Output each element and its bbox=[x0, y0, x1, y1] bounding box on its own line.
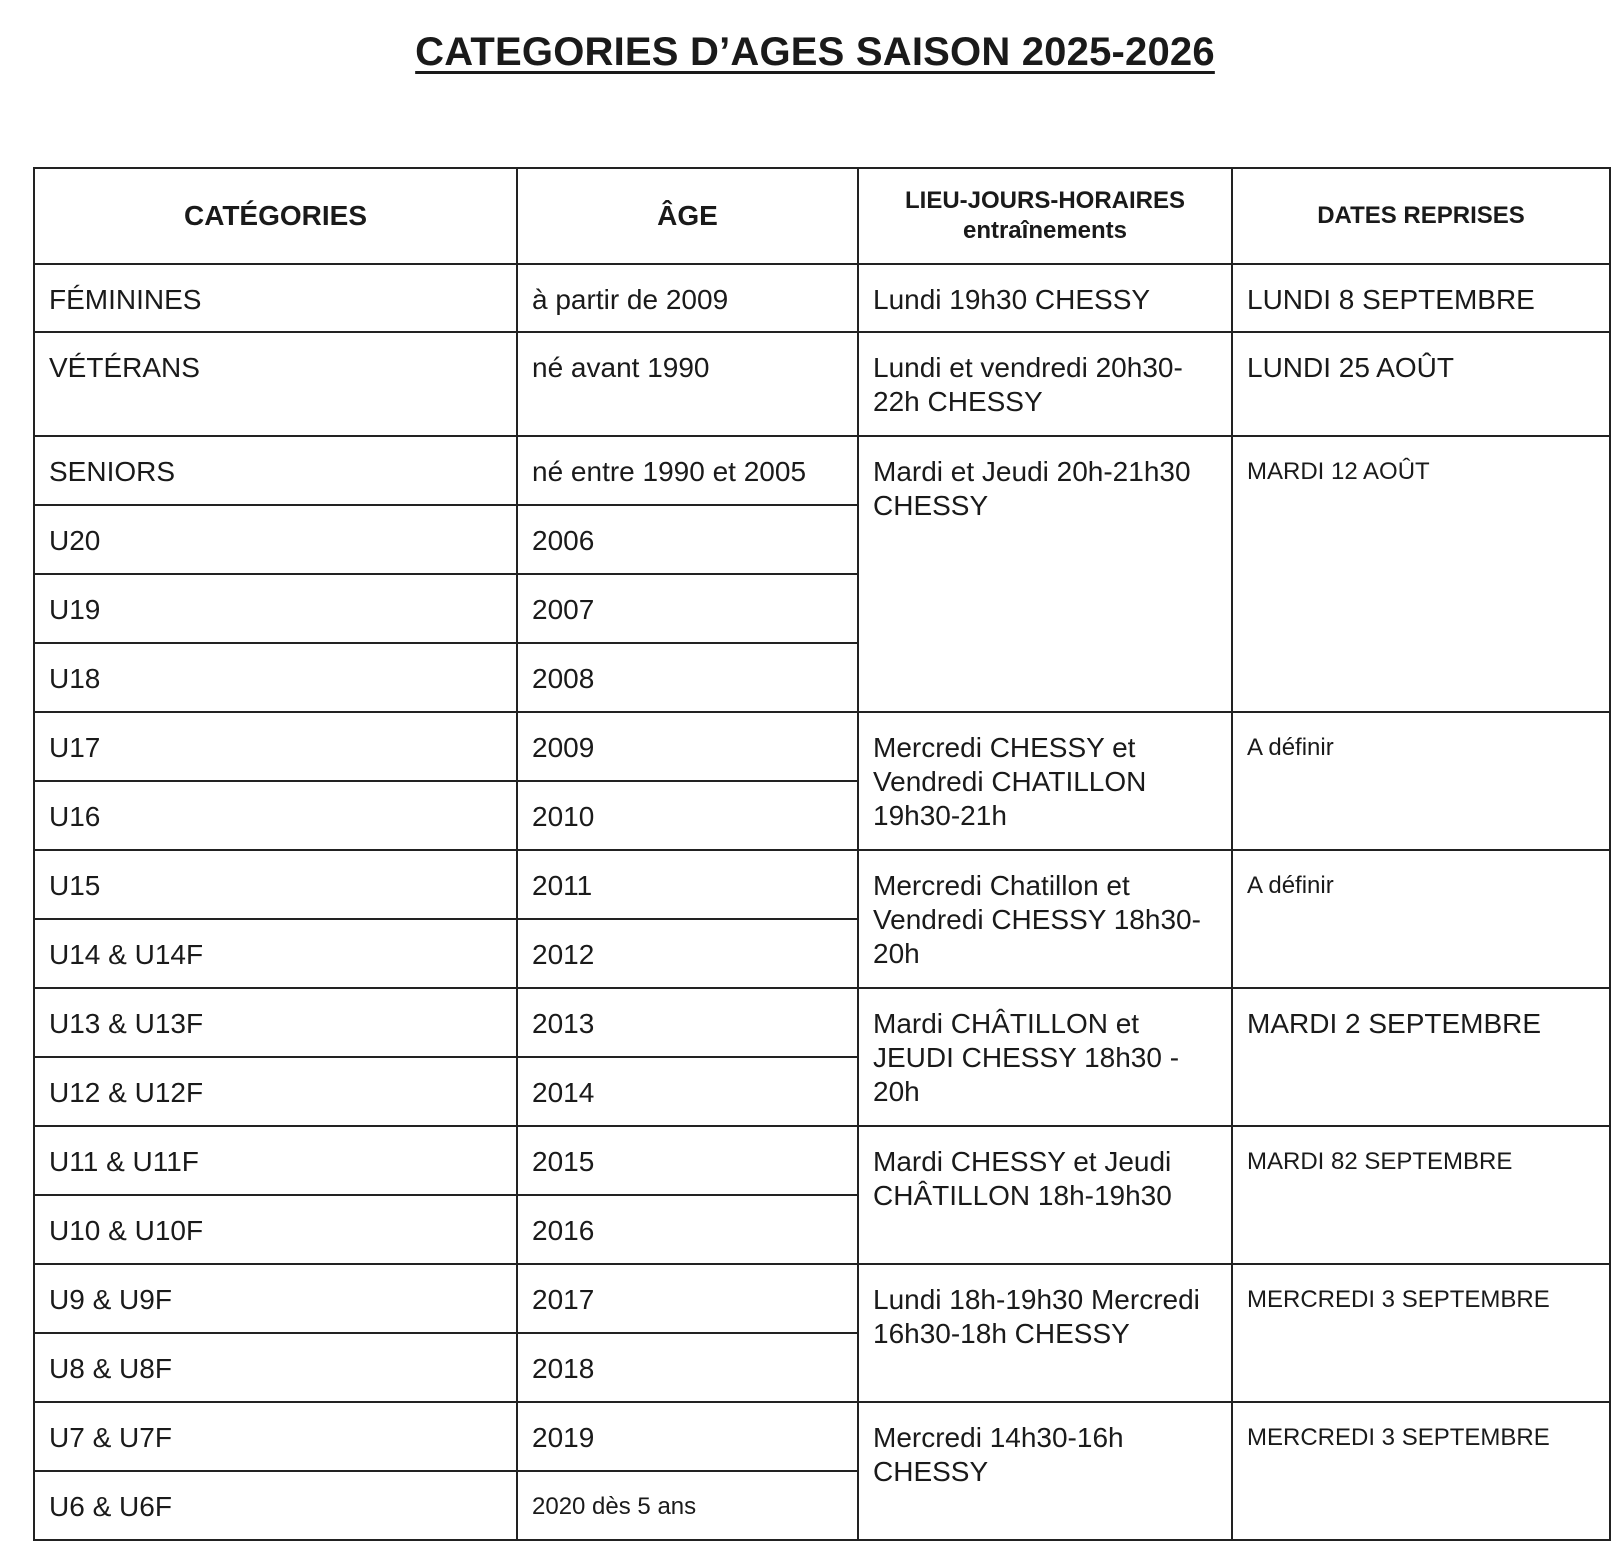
age-cell: 2012 bbox=[517, 919, 858, 988]
category-cell: U17 bbox=[34, 712, 517, 781]
header-lieu-jours-horaires bbox=[858, 168, 1232, 264]
schedule-cell: Mardi CHESSY et Jeudi CHÂTILLON 18h-19h30 bbox=[858, 1126, 1232, 1264]
category-cell: U6 & U6F bbox=[34, 1471, 517, 1540]
date-cell: MARDI 2 SEPTEMBRE bbox=[1232, 988, 1610, 1126]
page-title: CATEGORIES D’AGES SAISON 2025-2026 bbox=[415, 30, 1215, 74]
date-cell: MERCREDI 3 SEPTEMBRE bbox=[1232, 1264, 1610, 1402]
date-cell: MERCREDI 3 SEPTEMBRE bbox=[1232, 1402, 1610, 1540]
schedule-cell: Lundi 18h-19h30 Mercredi 16h30-18h CHESSY bbox=[858, 1264, 1232, 1402]
category-cell: VÉTÉRANS bbox=[34, 332, 517, 436]
age-cell: 2013 bbox=[517, 988, 858, 1057]
age-cell: 2020 dès 5 ans bbox=[517, 1471, 858, 1540]
category-cell: U10 & U10F bbox=[34, 1195, 517, 1264]
category-cell: U18 bbox=[34, 643, 517, 712]
category-cell: U8 & U8F bbox=[34, 1333, 517, 1402]
table-row bbox=[34, 1402, 1610, 1471]
category-cell: U15 bbox=[34, 850, 517, 919]
header-dates-reprises: DATES REPRISES bbox=[1232, 168, 1610, 264]
category-cell: U16 bbox=[34, 781, 517, 850]
age-cell: 2014 bbox=[517, 1057, 858, 1126]
age-cell: 2018 bbox=[517, 1333, 858, 1402]
age-cell: 2011 bbox=[517, 850, 858, 919]
age-cell: 2019 bbox=[517, 1402, 858, 1471]
category-cell: U9 & U9F bbox=[34, 1264, 517, 1333]
header-age: ÂGE bbox=[517, 168, 858, 264]
category-cell: U11 & U11F bbox=[34, 1126, 517, 1195]
age-cell: 2007 bbox=[517, 574, 858, 643]
table-row bbox=[34, 850, 1610, 919]
table-row bbox=[34, 712, 1610, 781]
age-cell: 2017 bbox=[517, 1264, 858, 1333]
table-row bbox=[34, 332, 1610, 436]
age-cell: 2015 bbox=[517, 1126, 858, 1195]
age-cell: 2016 bbox=[517, 1195, 858, 1264]
age-cell: à partir de 2009 bbox=[517, 264, 858, 332]
table-row bbox=[34, 264, 1610, 332]
schedule-cell: Lundi et vendredi 20h30-22h CHESSY bbox=[858, 332, 1232, 436]
category-cell: U19 bbox=[34, 574, 517, 643]
header-lieu-line2: entraînements bbox=[962, 217, 1128, 244]
table-row bbox=[34, 436, 1610, 505]
category-cell: FÉMININES bbox=[34, 264, 517, 332]
age-cell: né avant 1990 bbox=[517, 332, 858, 436]
age-cell: 2010 bbox=[517, 781, 858, 850]
date-cell: A définir bbox=[1232, 712, 1610, 850]
table-row bbox=[34, 1126, 1610, 1195]
category-cell: U20 bbox=[34, 505, 517, 574]
schedule-cell: Lundi 19h30 CHESSY bbox=[858, 264, 1232, 332]
age-categories-table bbox=[33, 167, 1611, 1541]
age-cell: 2006 bbox=[517, 505, 858, 574]
age-cell: 2008 bbox=[517, 643, 858, 712]
header-categories: CATÉGORIES bbox=[34, 168, 517, 264]
date-cell: MARDI 82 SEPTEMBRE bbox=[1232, 1126, 1610, 1264]
schedule-cell: Mercredi 14h30-16h CHESSY bbox=[858, 1402, 1232, 1540]
date-cell: MARDI 12 AOÛT bbox=[1232, 436, 1610, 712]
date-cell: LUNDI 8 SEPTEMBRE bbox=[1232, 264, 1610, 332]
table-row bbox=[34, 1264, 1610, 1333]
category-cell: SENIORS bbox=[34, 436, 517, 505]
category-cell: U13 & U13F bbox=[34, 988, 517, 1057]
date-cell: A définir bbox=[1232, 850, 1610, 988]
schedule-cell: Mardi CHÂTILLON et JEUDI CHESSY 18h30 - 20h bbox=[858, 988, 1232, 1126]
category-cell: U12 & U12F bbox=[34, 1057, 517, 1126]
age-cell: 2009 bbox=[517, 712, 858, 781]
header-lieu-line1: LIEU-JOURS-HORAIRES bbox=[904, 187, 1186, 214]
table-header-row bbox=[34, 168, 1610, 264]
schedule-cell: Mercredi CHESSY et Vendredi CHATILLON 19h30-21h bbox=[858, 712, 1232, 850]
category-cell: U7 & U7F bbox=[34, 1402, 517, 1471]
table-row bbox=[34, 988, 1610, 1057]
age-cell: né entre 1990 et 2005 bbox=[517, 436, 858, 505]
schedule-cell: Mardi et Jeudi 20h-21h30 CHESSY bbox=[858, 436, 1232, 712]
schedule-cell: Mercredi Chatillon et Vendredi CHESSY 18h30-20h bbox=[858, 850, 1232, 988]
date-cell: LUNDI 25 AOÛT bbox=[1232, 332, 1610, 436]
category-cell: U14 & U14F bbox=[34, 919, 517, 988]
